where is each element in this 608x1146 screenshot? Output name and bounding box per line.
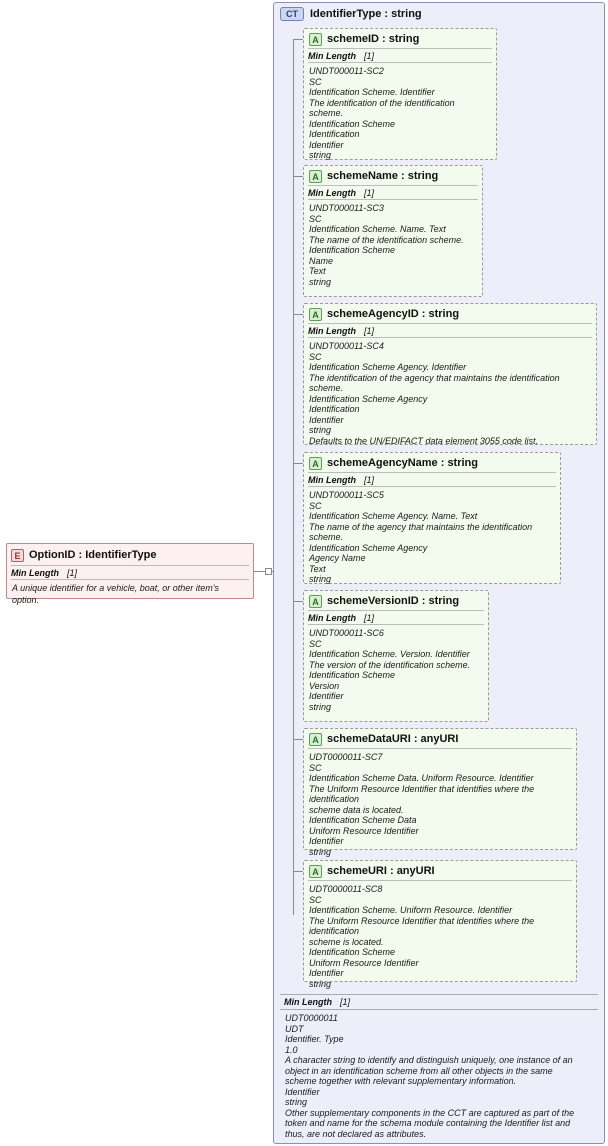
divider	[308, 880, 572, 881]
attribute-min-length-value: [1]	[364, 326, 375, 336]
detail-line: Identifier. Type	[285, 1034, 344, 1044]
attribute-title: schemeAgencyName : string	[327, 457, 478, 469]
divider	[308, 185, 478, 186]
connector-line	[293, 176, 303, 177]
attribute-min-length-label: Min Length	[308, 51, 356, 61]
detail-line: UDT0000011-SC8	[309, 884, 383, 894]
divider	[308, 486, 556, 487]
attribute-title: schemeName : string	[327, 170, 439, 182]
detail-line: Name	[309, 255, 334, 266]
detail-line: Identification Scheme Agency	[309, 542, 428, 553]
detail-line: Defaults to the UN/EDIFACT data element 3055 code list.	[309, 435, 538, 446]
connector-line	[293, 39, 303, 40]
attribute-header	[304, 729, 576, 747]
attribute-schemedatauri-box[interactable]	[303, 728, 577, 857]
attribute-min-length-label: Min Length	[308, 188, 356, 198]
detail-line: Text	[309, 563, 326, 574]
detail-line: Identification	[309, 404, 360, 414]
detail-line: SC	[309, 894, 322, 905]
detail-line: The version of the identification scheme.	[309, 659, 471, 670]
attribute-min-length	[304, 613, 488, 623]
divider	[280, 1009, 598, 1010]
attribute-min-length-value: [1]	[364, 475, 375, 485]
divider	[308, 48, 492, 49]
detail-line: Identification Scheme Agency	[309, 393, 428, 404]
attribute-schemeagencyname-box[interactable]	[303, 452, 561, 584]
detail-line: scheme data is located.	[309, 804, 404, 815]
attribute-min-length	[304, 475, 560, 485]
attribute-spine	[293, 39, 294, 915]
attribute-header	[304, 453, 560, 471]
detail-line: Identification Scheme Agency. Identifier	[309, 362, 467, 372]
element-min-length	[7, 568, 253, 578]
detail-line: string	[309, 425, 332, 435]
connector-line	[293, 463, 303, 464]
detail-line: Identifier	[309, 691, 344, 701]
detail-line: thus, are not declared as attributes.	[285, 1128, 427, 1139]
detail-line: string	[285, 1097, 308, 1107]
attribute-title: schemeAgencyID : string	[327, 308, 460, 320]
attribute-badge-icon: A	[309, 170, 322, 183]
detail-line: scheme together with relevant supplementary information.	[285, 1076, 517, 1086]
detail-line: The identification of the agency that maintains the identification scheme.	[309, 372, 563, 393]
attribute-title: schemeURI : anyURI	[327, 865, 435, 877]
detail-line: UNDT000011-SC6	[309, 628, 384, 638]
divider	[308, 748, 572, 749]
attribute-badge-icon: A	[309, 733, 322, 746]
detail-line: Identifier	[309, 139, 344, 150]
complextype-min-length-value: [1]	[340, 997, 351, 1007]
detail-line: object in an identification scheme from all other objects in the same	[285, 1065, 553, 1076]
detail-line: Uniform Resource Identifier	[309, 957, 419, 968]
complextype-title: IdentifierType : string	[310, 8, 422, 20]
complextype-min-length	[280, 997, 598, 1007]
detail-line: Identifier	[309, 968, 344, 978]
detail-line: Identification Scheme. Identifier	[309, 87, 435, 97]
detail-line: SC	[309, 213, 322, 224]
detail-line: Identification Scheme Data. Uniform Resource. Identifier	[309, 773, 534, 783]
detail-line: A character string to identify and distinguish uniquely, one instance of an	[285, 1055, 573, 1065]
attribute-detail-lines	[304, 883, 576, 989]
attribute-header	[304, 304, 596, 322]
element-min-length-value: [1]	[67, 568, 78, 578]
connector-line	[254, 571, 265, 572]
attribute-min-length	[304, 188, 482, 198]
detail-line: Other supplementary components in the CCT are captured as part of the	[285, 1107, 575, 1118]
detail-line: The Uniform Resource Identifier that identifies where the identification	[309, 783, 537, 804]
divider	[11, 579, 249, 580]
element-badge-icon: E	[11, 549, 24, 562]
detail-line: SC	[309, 500, 322, 511]
detail-line: string	[309, 276, 332, 287]
complextype-badge-icon: CT	[280, 7, 304, 21]
attribute-detail-lines	[304, 65, 496, 161]
detail-line: UDT0000011-SC7	[309, 752, 383, 762]
detail-line: The Uniform Resource Identifier that identifies where the identification	[309, 915, 537, 936]
divider	[11, 565, 249, 566]
connector-line	[293, 601, 303, 602]
attribute-min-length-value: [1]	[364, 613, 375, 623]
detail-line: Identification Scheme	[309, 118, 396, 129]
detail-line: Agency Name	[309, 553, 366, 563]
attribute-schemeversionid-box[interactable]	[303, 590, 489, 722]
detail-line: UDT0000011	[285, 1013, 338, 1023]
attribute-min-length	[304, 51, 496, 61]
detail-line: Uniform Resource Identifier	[309, 825, 419, 836]
attribute-min-length-label: Min Length	[308, 326, 356, 336]
divider	[308, 199, 478, 200]
complextype-header	[274, 3, 604, 21]
attribute-badge-icon: A	[309, 457, 322, 470]
detail-line: 1.0	[285, 1044, 298, 1055]
divider	[308, 624, 484, 625]
detail-line: Identifier	[309, 414, 344, 425]
detail-line: UNDT000011-SC5	[309, 490, 384, 500]
element-title: OptionID : IdentifierType	[29, 549, 157, 561]
attribute-detail-lines	[304, 627, 488, 712]
detail-line: string	[309, 574, 332, 584]
detail-line: string	[309, 701, 332, 712]
attribute-badge-icon: A	[309, 865, 322, 878]
attribute-schemename-box[interactable]	[303, 165, 483, 297]
attribute-detail-lines	[304, 340, 596, 446]
attribute-header	[304, 166, 482, 184]
attribute-schemeagencyid-box[interactable]	[303, 303, 597, 445]
detail-line: Identification Scheme Agency. Name. Text	[309, 511, 478, 521]
detail-line: string	[309, 978, 332, 989]
connector-line	[293, 871, 303, 872]
attribute-schemeid-box[interactable]	[303, 28, 497, 160]
attribute-detail-lines	[304, 202, 482, 287]
divider	[308, 610, 484, 611]
divider	[308, 323, 592, 324]
detail-line: The name of the identification scheme.	[309, 234, 464, 245]
detail-line: Identifier	[309, 836, 344, 846]
element-optionid-box[interactable]	[6, 543, 254, 605]
attribute-title: schemeDataURI : anyURI	[327, 733, 459, 745]
attribute-badge-icon: A	[309, 595, 322, 608]
complextype-identifiertype-box[interactable]	[273, 2, 605, 1144]
element-header	[7, 546, 253, 564]
attribute-min-length-label: Min Length	[308, 475, 356, 485]
detail-line: The name of the agency that maintains the identification scheme.	[309, 521, 535, 542]
detail-line: string	[309, 846, 332, 857]
attribute-detail-lines	[304, 489, 560, 585]
detail-line: Identification Scheme. Uniform Resource. Identifier	[309, 905, 513, 915]
detail-line: Identification Scheme	[309, 670, 396, 680]
detail-line: string	[309, 150, 332, 160]
attribute-min-length	[304, 326, 596, 336]
detail-line: UNDT000011-SC2	[309, 66, 384, 76]
attribute-min-length-value: [1]	[364, 51, 375, 61]
detail-line: UDT	[285, 1023, 304, 1034]
attribute-min-length-label: Min Length	[308, 613, 356, 623]
detail-line: Identification	[309, 129, 360, 139]
detail-line: SC	[309, 762, 322, 773]
detail-line: Identification Scheme. Name. Text	[309, 224, 446, 234]
detail-line: Identification Scheme. Version. Identifier	[309, 649, 470, 659]
connector-line	[293, 739, 303, 740]
detail-line: Identification Scheme Data	[309, 815, 417, 825]
attribute-title: schemeID : string	[327, 33, 420, 45]
divider	[308, 472, 556, 473]
attribute-header	[304, 861, 576, 879]
attribute-badge-icon: A	[309, 308, 322, 321]
detail-line: The identification of the identification scheme.	[309, 97, 458, 118]
detail-line: SC	[309, 638, 322, 649]
element-description: A unique identifier for a vehicle, boat, or other item's option.	[12, 583, 219, 605]
detail-line: scheme is located.	[309, 936, 384, 947]
divider	[308, 62, 492, 63]
attribute-header	[304, 591, 488, 609]
complextype-min-length-label: Min Length	[284, 997, 332, 1007]
detail-line: Identification Scheme	[309, 245, 396, 255]
detail-line: SC	[309, 351, 322, 362]
detail-line: Identifier	[285, 1086, 320, 1097]
connector-stub	[265, 568, 272, 575]
detail-line: UNDT000011-SC3	[309, 203, 384, 213]
detail-line: Version	[309, 680, 340, 691]
complextype-footer	[280, 992, 598, 1139]
attribute-min-length-value: [1]	[364, 188, 375, 198]
attribute-detail-lines	[304, 751, 576, 857]
attribute-badge-icon: A	[309, 33, 322, 46]
element-min-length-label: Min Length	[11, 568, 59, 578]
detail-line: Identification Scheme	[309, 947, 396, 957]
attribute-schemeuri-box[interactable]	[303, 860, 577, 989]
complextype-detail-lines	[280, 1012, 598, 1139]
detail-line: token and name for the schema module containing the Identifier list and	[285, 1118, 571, 1128]
attribute-header	[304, 29, 496, 47]
divider	[280, 994, 598, 995]
detail-line: SC	[309, 76, 322, 87]
connector-line	[293, 314, 303, 315]
detail-line: UNDT000011-SC4	[309, 341, 384, 351]
detail-line: Text	[309, 266, 326, 276]
attribute-title: schemeVersionID : string	[327, 595, 460, 607]
divider	[308, 337, 592, 338]
